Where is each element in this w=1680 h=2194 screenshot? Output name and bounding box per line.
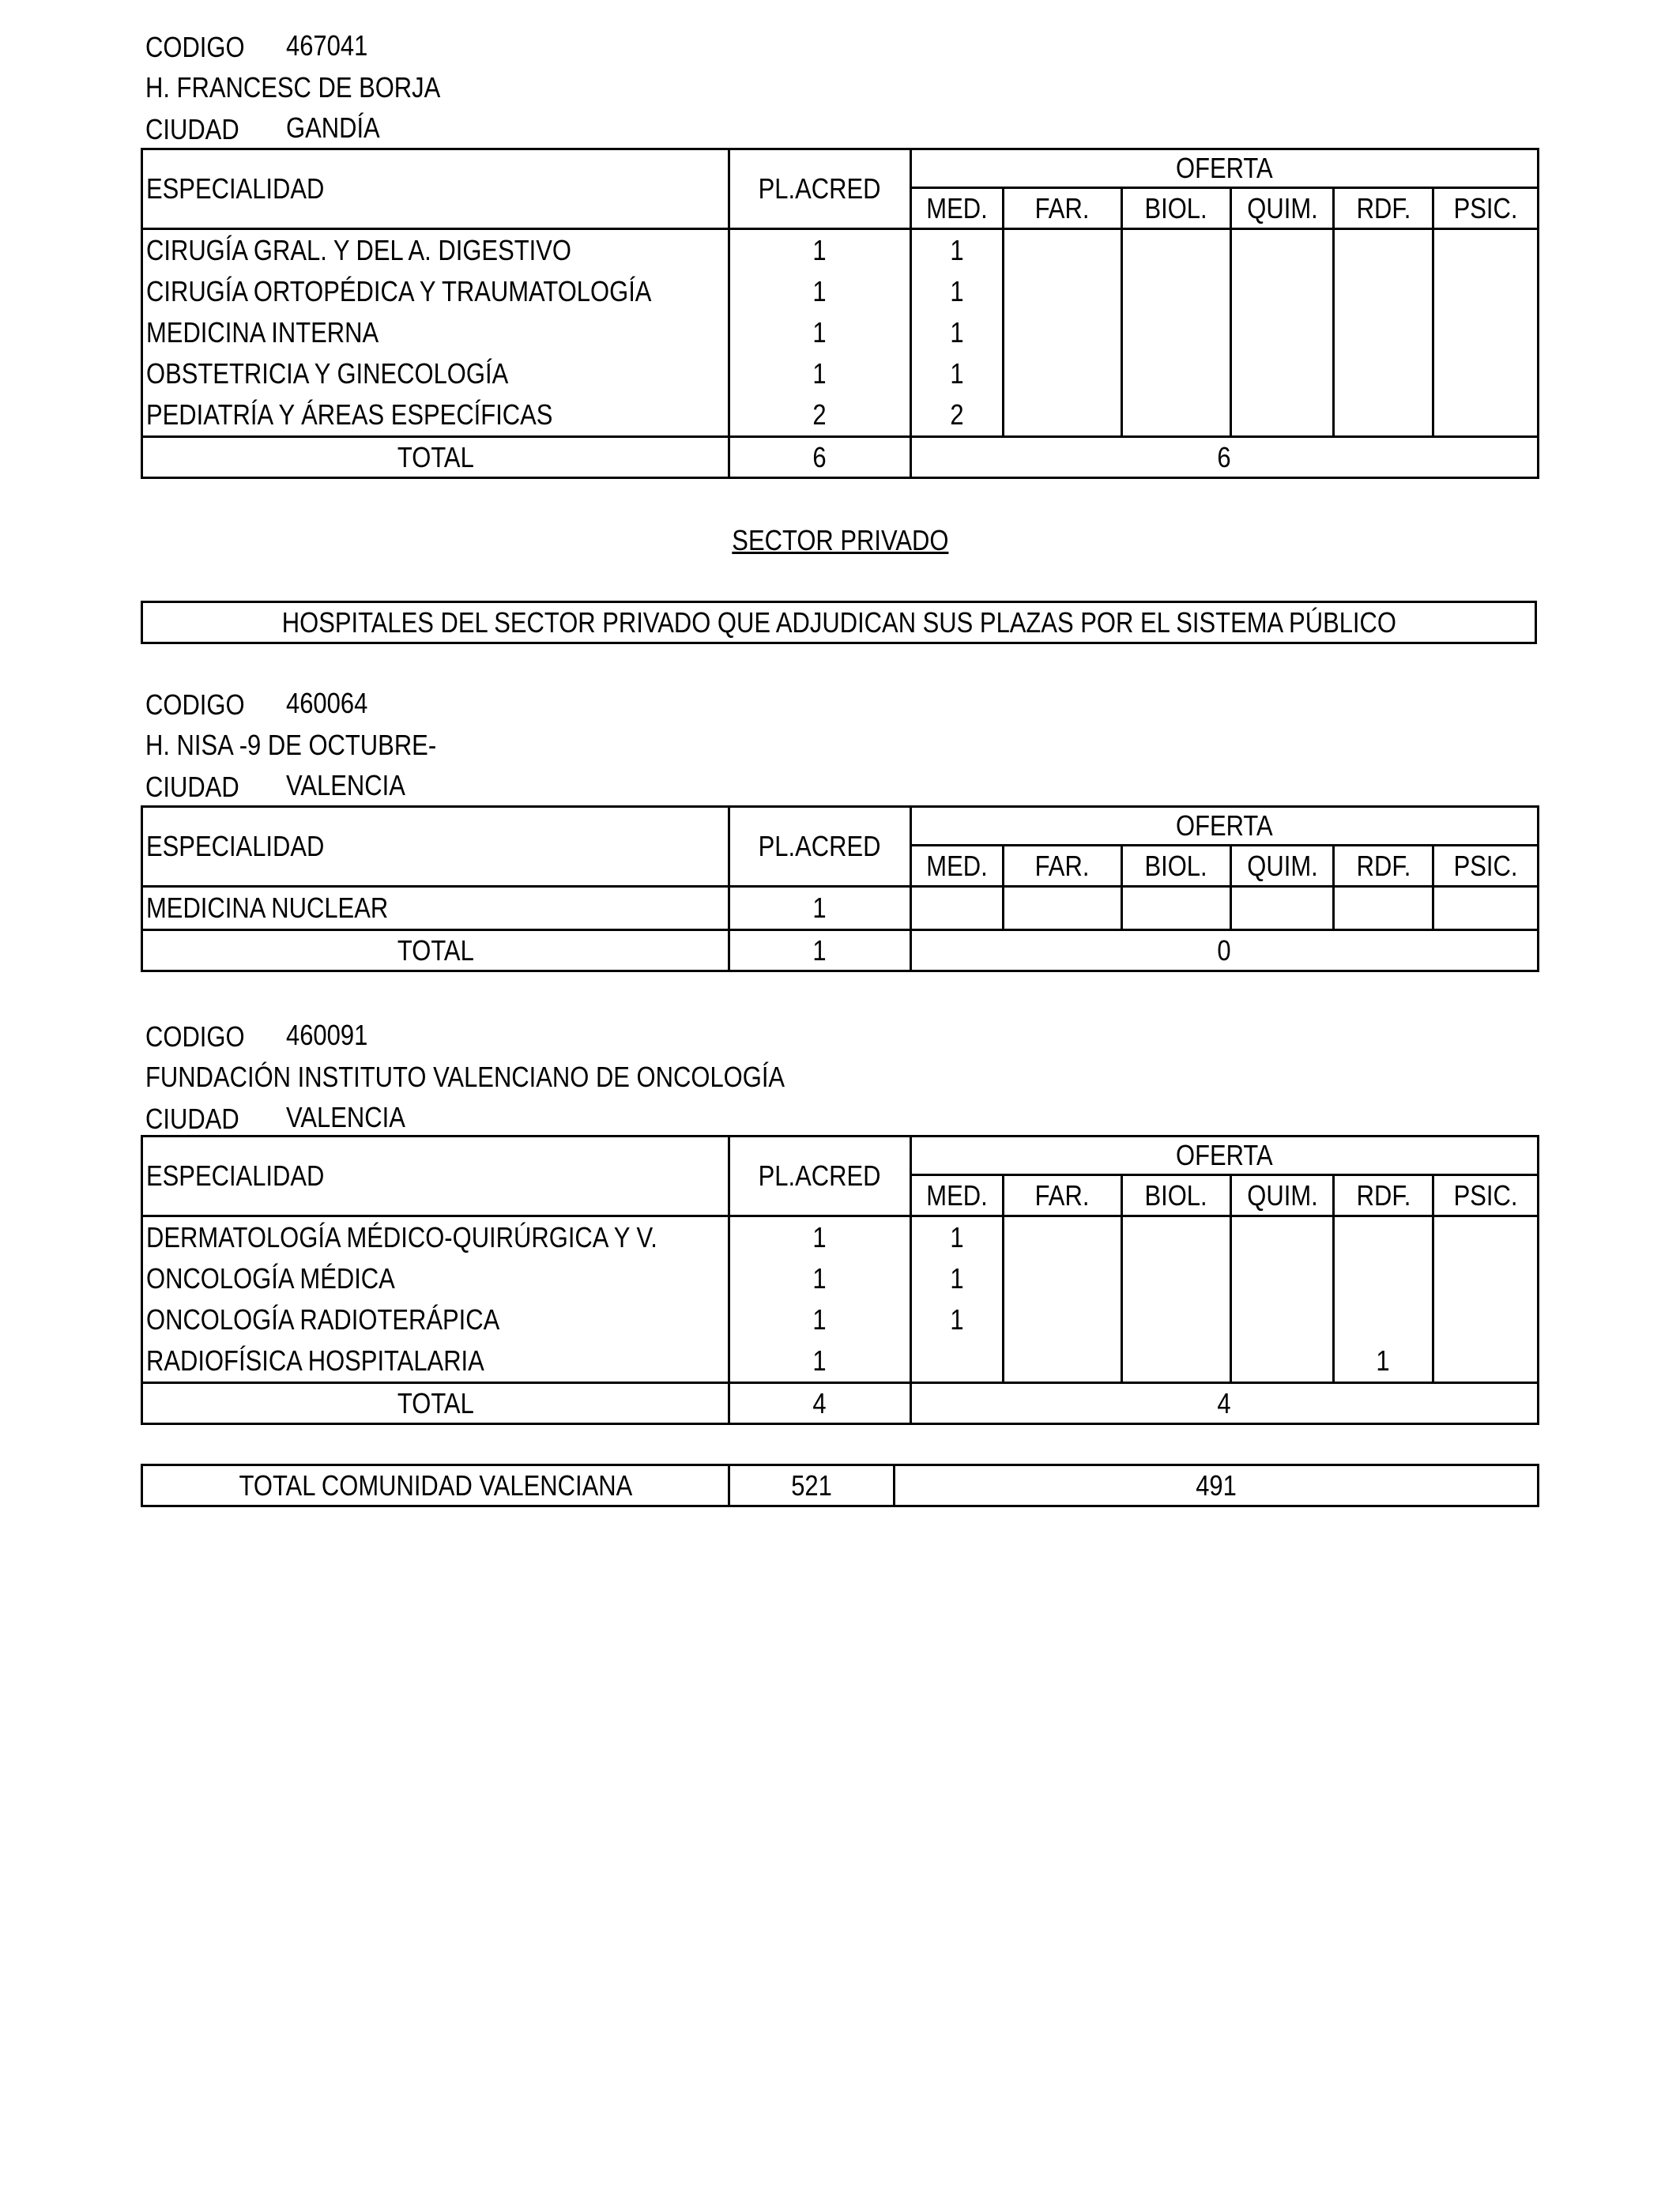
total-oferta: 0 xyxy=(911,930,1539,971)
codigo-label: CODIGO xyxy=(145,688,245,721)
header-biol: BIOL. xyxy=(1122,846,1231,887)
total-label: TOTAL xyxy=(142,437,729,478)
total-oferta: 6 xyxy=(911,437,1539,478)
ciudad-value: VALENCIA xyxy=(286,769,405,801)
hospital-name: H. FRANCESC DE BORJA xyxy=(145,71,441,104)
cell-quim xyxy=(1231,312,1334,353)
cell-quim xyxy=(1231,229,1334,272)
cell-pl: 1 xyxy=(729,1258,911,1299)
header-rdf: RDF. xyxy=(1334,846,1433,887)
table-row xyxy=(142,312,1539,353)
cell-esp: RADIOFÍSICA HOSPITALARIA xyxy=(142,1340,729,1383)
header-quim: QUIM. xyxy=(1231,1175,1334,1216)
codigo-value-wrap-1 xyxy=(286,30,381,62)
cell-far xyxy=(1004,229,1122,272)
ciudad-value-wrap-2 xyxy=(286,770,424,801)
private-sector-banner xyxy=(141,601,1537,644)
header-row xyxy=(142,149,1539,188)
cell-esp: ONCOLOGÍA MÉDICA xyxy=(142,1258,729,1299)
header-placred: PL.ACRED xyxy=(729,1137,911,1216)
header-especialidad: ESPECIALIDAD xyxy=(142,1137,729,1216)
cell-biol xyxy=(1122,1340,1231,1383)
cell-far xyxy=(1004,353,1122,394)
total-comunidad-label: TOTAL COMUNIDAD VALENCIANA xyxy=(142,1465,729,1506)
cell-med: 1 xyxy=(911,1216,1004,1259)
ciudad-label: CIUDAD xyxy=(145,771,239,803)
table-row xyxy=(142,271,1539,312)
cell-pl: 1 xyxy=(729,312,911,353)
cell-rdf xyxy=(1334,1258,1433,1299)
cell-far xyxy=(1004,271,1122,312)
total-row xyxy=(142,437,1539,478)
cell-pl: 1 xyxy=(729,1299,911,1340)
cell-med xyxy=(911,1340,1004,1383)
cell-rdf xyxy=(1334,1299,1433,1340)
codigo-label: CODIGO xyxy=(145,1020,245,1053)
total-row xyxy=(142,1383,1539,1424)
cell-quim xyxy=(1231,353,1334,394)
cell-med: 1 xyxy=(911,271,1004,312)
table-row xyxy=(142,887,1539,930)
cell-quim xyxy=(1231,394,1334,437)
cell-esp: OBSTETRICIA Y GINECOLOGÍA xyxy=(142,353,729,394)
table-row xyxy=(142,353,1539,394)
ciudad-label: CIUDAD xyxy=(145,1103,239,1135)
header-psic: PSIC. xyxy=(1433,846,1539,887)
cell-med: 2 xyxy=(911,394,1004,437)
cell-rdf xyxy=(1334,229,1433,272)
header-psic: PSIC. xyxy=(1433,1175,1539,1216)
cell-esp: CIRUGÍA GRAL. Y DEL A. DIGESTIVO xyxy=(142,229,729,272)
ciudad-label: CIUDAD xyxy=(145,113,239,145)
header-rdf: RDF. xyxy=(1334,1175,1433,1216)
total-placred: 1 xyxy=(729,930,911,971)
header-placred: PL.ACRED xyxy=(729,149,911,229)
cell-pl: 1 xyxy=(729,1216,911,1259)
codigo-line-1 xyxy=(145,32,261,63)
header-oferta: OFERTA xyxy=(911,1137,1539,1175)
cell-med: 1 xyxy=(911,353,1004,394)
sector-privado-heading: SECTOR PRIVADO xyxy=(731,524,949,556)
table-row xyxy=(142,394,1539,437)
header-far: FAR. xyxy=(1004,846,1122,887)
table-row xyxy=(142,1340,1539,1383)
header-especialidad: ESPECIALIDAD xyxy=(142,807,729,887)
header-biol: BIOL. xyxy=(1122,188,1231,229)
cell-biol xyxy=(1122,1299,1231,1340)
cell-med: 1 xyxy=(911,1258,1004,1299)
cell-rdf xyxy=(1334,394,1433,437)
cell-biol xyxy=(1122,1258,1231,1299)
cell-esp: DERMATOLOGÍA MÉDICO-QUIRÚRGICA Y V. xyxy=(142,1216,729,1259)
total-placred: 4 xyxy=(729,1383,911,1424)
specialty-table-1 xyxy=(141,148,1539,479)
header-med: MED. xyxy=(911,846,1004,887)
total-oferta: 4 xyxy=(911,1383,1539,1424)
total-comunidad-table xyxy=(141,1464,1539,1507)
hospital-name-3 xyxy=(145,1061,889,1093)
header-quim: QUIM. xyxy=(1231,188,1334,229)
cell-med: 1 xyxy=(911,312,1004,353)
cell-biol xyxy=(1122,1216,1231,1259)
cell-esp: ONCOLOGÍA RADIOTERÁPICA xyxy=(142,1299,729,1340)
header-far: FAR. xyxy=(1004,1175,1122,1216)
cell-biol xyxy=(1122,271,1231,312)
cell-pl: 1 xyxy=(729,353,911,394)
cell-pl: 2 xyxy=(729,394,911,437)
cell-psic xyxy=(1433,887,1539,930)
cell-psic xyxy=(1433,1258,1539,1299)
codigo-label: CODIGO xyxy=(145,31,245,63)
table-row xyxy=(142,1299,1539,1340)
banner-text: HOSPITALES DEL SECTOR PRIVADO QUE ADJUDICAN SUS PLAZAS POR EL SISTEMA PÚBLICO xyxy=(281,606,1396,639)
table-row xyxy=(142,229,1539,272)
cell-quim xyxy=(1231,1258,1334,1299)
ciudad-value: GANDÍA xyxy=(286,111,380,144)
cell-rdf xyxy=(1334,353,1433,394)
cell-psic xyxy=(1433,229,1539,272)
codigo-value: 467041 xyxy=(286,29,368,62)
cell-pl: 1 xyxy=(729,1340,911,1383)
hospital-name-2 xyxy=(145,729,484,761)
cell-med: 1 xyxy=(911,1299,1004,1340)
cell-far xyxy=(1004,887,1122,930)
cell-far xyxy=(1004,1299,1122,1340)
cell-quim xyxy=(1231,271,1334,312)
cell-biol xyxy=(1122,394,1231,437)
total-comunidad-oferta: 491 xyxy=(895,1465,1539,1506)
ciudad-value-wrap-3 xyxy=(286,1102,424,1133)
cell-rdf xyxy=(1334,271,1433,312)
total-label: TOTAL xyxy=(142,1383,729,1424)
header-placred: PL.ACRED xyxy=(729,807,911,887)
total-comunidad-row xyxy=(142,1465,1539,1506)
cell-far xyxy=(1004,1258,1122,1299)
cell-quim xyxy=(1231,1216,1334,1259)
cell-pl: 1 xyxy=(729,229,911,272)
codigo-value: 460091 xyxy=(286,1019,368,1051)
ciudad-line-1 xyxy=(145,114,254,145)
header-med: MED. xyxy=(911,1175,1004,1216)
cell-rdf xyxy=(1334,887,1433,930)
cell-psic xyxy=(1433,1340,1539,1383)
total-row xyxy=(142,930,1539,971)
specialty-table-3 xyxy=(141,1135,1539,1425)
cell-esp: MEDICINA NUCLEAR xyxy=(142,887,729,930)
cell-quim xyxy=(1231,1340,1334,1383)
cell-far xyxy=(1004,312,1122,353)
header-row xyxy=(142,1137,1539,1175)
codigo-line-2 xyxy=(145,689,261,721)
cell-med xyxy=(911,887,1004,930)
cell-psic xyxy=(1433,312,1539,353)
cell-biol xyxy=(1122,229,1231,272)
codigo-line-3 xyxy=(145,1021,261,1053)
header-med: MED. xyxy=(911,188,1004,229)
table-row xyxy=(142,1258,1539,1299)
specialty-table-2 xyxy=(141,805,1539,972)
cell-esp: CIRUGÍA ORTOPÉDICA Y TRAUMATOLOGÍA xyxy=(142,271,729,312)
cell-psic xyxy=(1433,271,1539,312)
cell-far xyxy=(1004,1340,1122,1383)
cell-psic xyxy=(1433,1299,1539,1340)
ciudad-value-wrap-1 xyxy=(286,112,395,144)
cell-quim xyxy=(1231,1299,1334,1340)
header-psic: PSIC. xyxy=(1433,188,1539,229)
cell-pl: 1 xyxy=(729,887,911,930)
cell-rdf xyxy=(1334,312,1433,353)
cell-biol xyxy=(1122,353,1231,394)
header-row xyxy=(142,807,1539,846)
total-placred: 6 xyxy=(729,437,911,478)
cell-med: 1 xyxy=(911,229,1004,272)
codigo-value-wrap-3 xyxy=(286,1020,381,1051)
cell-psic xyxy=(1433,353,1539,394)
header-far: FAR. xyxy=(1004,188,1122,229)
ciudad-line-2 xyxy=(145,771,254,803)
cell-biol xyxy=(1122,312,1231,353)
ciudad-line-3 xyxy=(145,1103,254,1135)
hospital-name: FUNDACIÓN INSTITUTO VALENCIANO DE ONCOLOGÍA xyxy=(145,1061,785,1093)
header-especialidad: ESPECIALIDAD xyxy=(142,149,729,229)
cell-quim xyxy=(1231,887,1334,930)
header-oferta: OFERTA xyxy=(911,807,1539,846)
header-oferta: OFERTA xyxy=(911,149,1539,188)
codigo-value: 460064 xyxy=(286,687,368,719)
cell-far xyxy=(1004,1216,1122,1259)
cell-rdf: 1 xyxy=(1334,1340,1433,1383)
codigo-value-wrap-2 xyxy=(286,688,381,719)
cell-esp: MEDICINA INTERNA xyxy=(142,312,729,353)
ciudad-value: VALENCIA xyxy=(286,1101,405,1133)
cell-biol xyxy=(1122,887,1231,930)
header-rdf: RDF. xyxy=(1334,188,1433,229)
cell-psic xyxy=(1433,1216,1539,1259)
header-quim: QUIM. xyxy=(1231,846,1334,887)
cell-rdf xyxy=(1334,1216,1433,1259)
table-row xyxy=(142,1216,1539,1259)
cell-pl: 1 xyxy=(729,271,911,312)
total-comunidad-placred: 521 xyxy=(729,1465,895,1506)
total-label: TOTAL xyxy=(142,930,729,971)
cell-far xyxy=(1004,394,1122,437)
cell-esp: PEDIATRÍA Y ÁREAS ESPECÍFICAS xyxy=(142,394,729,437)
cell-psic xyxy=(1433,394,1539,437)
hospital-name: H. NISA -9 DE OCTUBRE- xyxy=(145,729,437,761)
hospital-name-1 xyxy=(145,72,488,104)
header-biol: BIOL. xyxy=(1122,1175,1231,1216)
